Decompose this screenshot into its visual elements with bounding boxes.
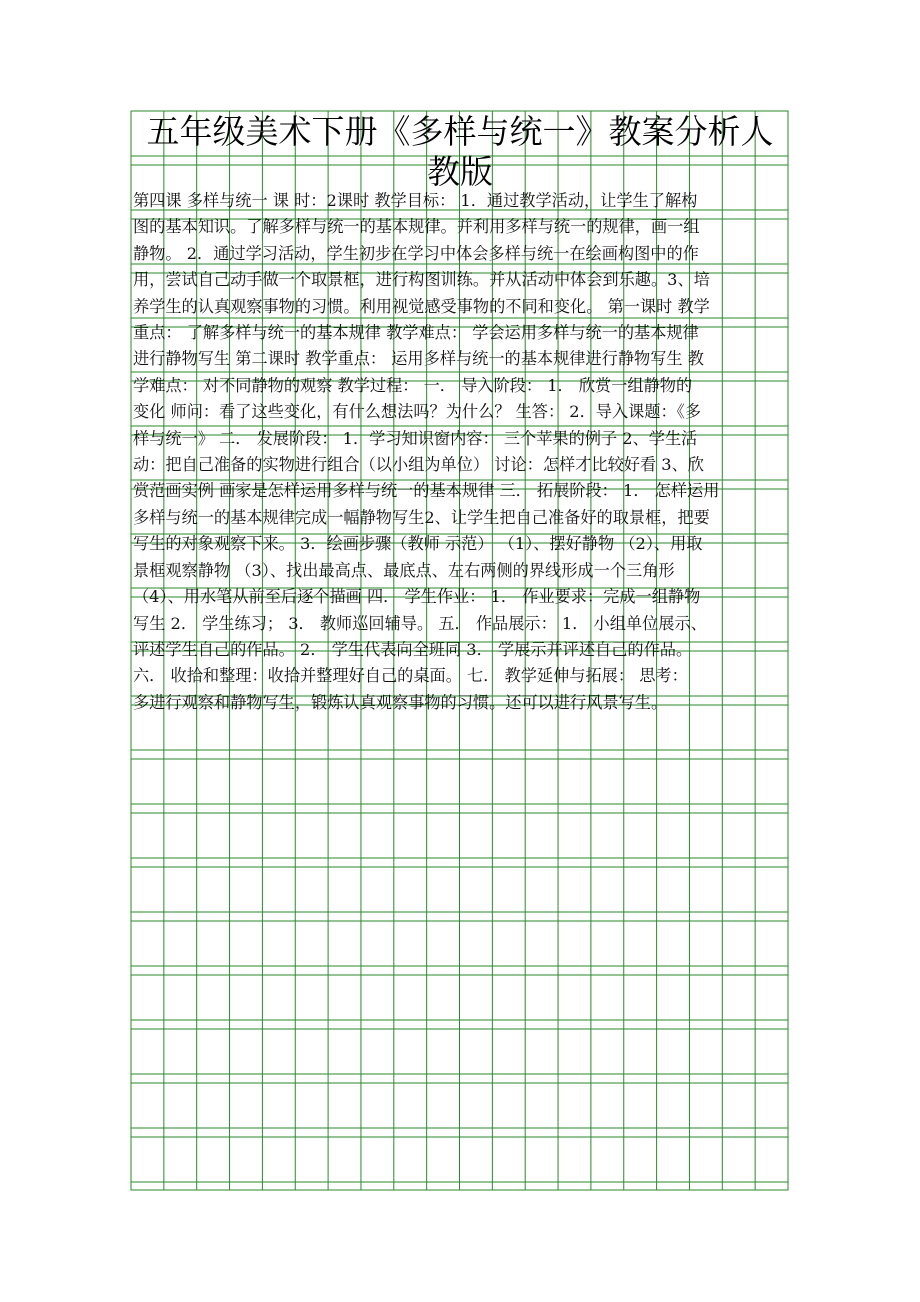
body-line: 图的基本知识。了解多样与统一的基本规律。并利用多样与统一的规律，画一组 bbox=[133, 217, 700, 237]
body-line: 赏范画实例 画家是怎样运用多样与统一的基本规律 三． 拓展阶段： 1． 怎样运用 bbox=[133, 481, 720, 501]
title-line: 教版 bbox=[427, 152, 493, 191]
body-line: 静物。 2．通过学习活动，学生初步在学习中体会多样与统一在绘画构图中的作 bbox=[133, 243, 699, 263]
body-line: 写生 2． 学生练习； 3． 教师巡回辅导。 五． 作品展示： 1． 小组单位展示、 bbox=[133, 613, 707, 633]
body-line: 重点： 了解多样与统一的基本规律 教学难点： 学会运用多样与统一的基本规律 bbox=[133, 323, 699, 343]
body-line: 用，尝试自己动手做一个取景框，进行构图训练。并从活动中体会到乐趣。3、培 bbox=[133, 270, 710, 290]
body-line: （4）、用水笔从前至后逐个描画 四． 学生作业： 1． 作业要求：完成一组静物 bbox=[133, 587, 701, 607]
body-line: 进行静物写生 第二课时 教学重点： 运用多样与统一的基本规律进行静物写生 教 bbox=[133, 349, 704, 369]
body-line: 动：把自己准备的实物进行组合（以小组为单位） 讨论：怎样才比较好看 3、欣 bbox=[133, 455, 704, 475]
body-line: 评述学生自己的作品。 2． 学生代表向全班同 3． 学展示并评述自己的作品。 bbox=[133, 639, 693, 659]
body-line: 写生的对象观察下来。 3．绘画步骤（教师 示范） （1）、摆好静物 （2）、用取 bbox=[133, 534, 703, 554]
body-line: 样与统一》 二． 发展阶段： 1．学习知识窗内容： 三个苹果的例子 2、学生活 bbox=[133, 428, 698, 448]
document-body bbox=[133, 188, 787, 716]
body-line: 多样与统一的基本规律完成一幅静物写生2、让学生把自己准备好的取景框，把要 bbox=[133, 507, 710, 527]
body-line: 养学生的认真观察事物的习惯。利用视觉感受事物的不同和变化。 第一课时 教学 bbox=[133, 296, 710, 316]
body-line: 景框观察静物 （3）、找出最高点、最底点、左右两侧的界线形成一个三角形 bbox=[133, 560, 675, 580]
document-title bbox=[133, 112, 787, 192]
body-line: 多进行观察和静物写生，锻炼认真观察事物的习惯。还可以进行风景写生。 bbox=[133, 692, 668, 712]
body-line: 六． 收拾和整理：收拾并整理好自己的桌面。 七． 教学延伸与拓展： 思考： bbox=[133, 666, 688, 686]
body-line: 第四课 多样与统一 课 时：2课时 教学目标： 1．通过教学活动，让学生了解构 bbox=[133, 191, 698, 210]
body-line: 学难点： 对不同静物的观察 教学过程： 一． 导入阶段： 1． 欣赏一组静物的 bbox=[133, 375, 693, 395]
title-line: 五年级美术下册《多样与统一》教案分析人 bbox=[146, 112, 774, 151]
title-area bbox=[133, 112, 787, 192]
body-line: 变化 师问：看了这些变化，有什么想法吗？为什么？ 生答： 2．导入课题：《多 bbox=[133, 402, 702, 422]
